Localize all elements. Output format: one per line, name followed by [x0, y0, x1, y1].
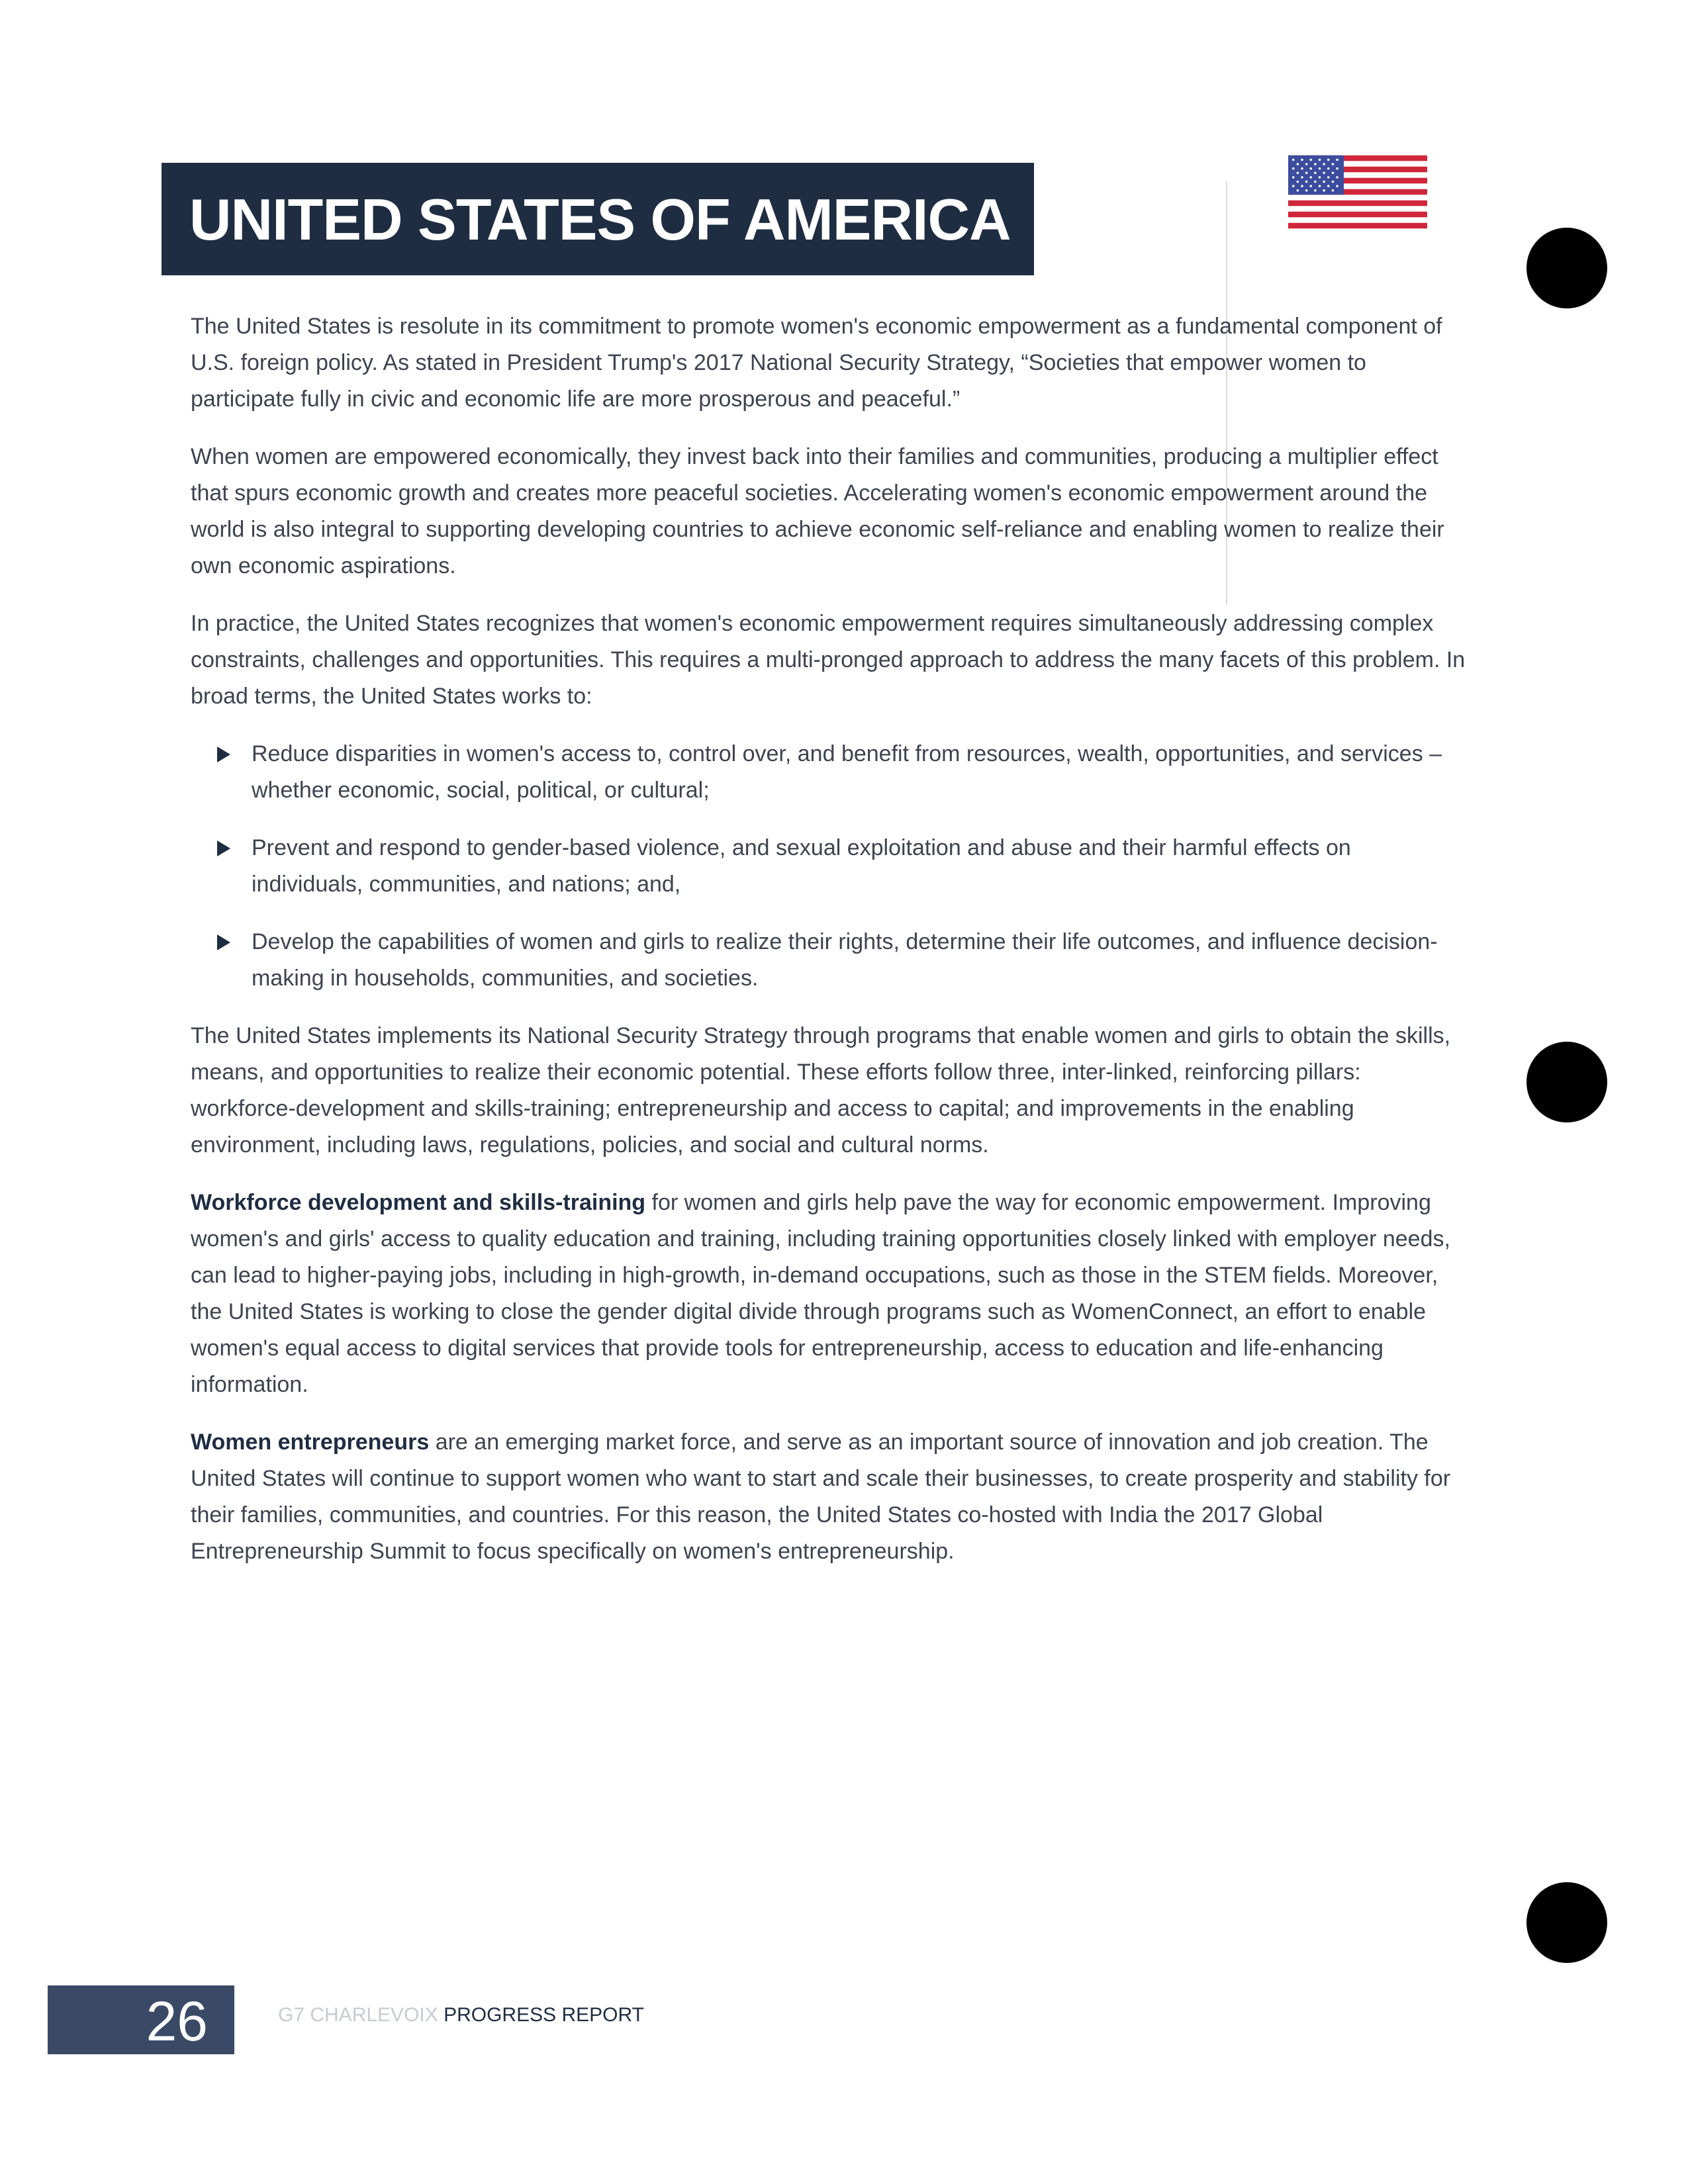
title-banner — [162, 163, 1034, 275]
footer-report-name: PROGRESS REPORT — [444, 2004, 644, 2026]
triangle-bullet-icon — [217, 934, 230, 950]
intro-paragraph: The United States is resolute in its commitment to promote women's economic empowerment as a fundamental component of U.S. foreign policy. As stated in President Trump's 2017 National Security Strategy, “Societies that empower women to participate fully in civic and economic life are more prosperous and peaceful.” — [191, 314, 1442, 412]
list-item — [191, 736, 1468, 809]
binder-hole — [1526, 228, 1607, 308]
list-item-text: Prevent and respond to gender-based violence, and sexual exploitation and abuse and their harmful effects on individuals, communities, and nations; and, — [252, 835, 1351, 897]
page-number: 26 — [146, 1990, 208, 2052]
us-flag-icon — [1288, 155, 1427, 229]
binder-hole — [1526, 1042, 1607, 1122]
goals-list — [191, 736, 1468, 997]
list-item-text: Reduce disparities in women's access to, control over, and benefit from resources, wealth, opportunities, and services – whether economic, social, political, or cultural; — [252, 741, 1442, 803]
main-content — [191, 308, 1468, 1591]
empowerment-paragraph: When women are empowered economically, they invest back into their families and communities, producing a multiplier effect that spurs economic growth and creates more peaceful societies. Accelerating women's economic empowerment around the world is also integral to supporting developing countries to achieve economic self-reliance and enabling women to realize their own economic aspirations. — [191, 444, 1444, 578]
page-title: UNITED STATES OF AMERICA — [189, 187, 1011, 252]
strategy-paragraph: The United States implements its National Security Strategy through programs that enable women and girls to obtain the skills, means, and opportunities to realize their economic potential. These efforts follow three, inter-linked, reinforcing pillars: workforce-development and skills-training; entrepreneurship and access to capital; and improvements in the enabling environment, including laws, regulations, policies, and social and cultural norms. — [191, 1023, 1451, 1158]
triangle-bullet-icon — [217, 747, 230, 762]
entrepreneurs-heading: Women entrepreneurs — [191, 1430, 430, 1455]
list-item — [191, 830, 1468, 903]
entrepreneurs-text: are an emerging market force, and serve as an important source of innovation and job creation. The United States will continue to support women who want to start and scale their businesses, to create prosperity and stability for their families, communities, and countries. For this reason, the United States co-hosted with India the 2017 Global Entrepreneurship Summit to focus specifically on women's entrepreneurship. — [191, 1430, 1451, 1564]
triangle-bullet-icon — [217, 841, 230, 856]
page-number-box — [48, 1985, 234, 2054]
workforce-paragraph — [191, 1185, 1468, 1403]
entrepreneurs-paragraph — [191, 1424, 1468, 1570]
workforce-text: for women and girls help pave the way for economic empowerment. Improving women's and girls' access to quality education and training, including training opportunities closely linked with employer needs, can lead to higher-paying jobs, including in high-growth, in-demand occupations, such as those in the STEM fields. Moreover, the United States is working to close the gender digital divide through programs such as WomenConnect, an effort to enable women's equal access to digital services that provide tools for entrepreneurship, access to education and life-enhancing information. — [191, 1190, 1450, 1397]
binder-hole — [1526, 1882, 1607, 1963]
workforce-heading: Workforce development and skills-training — [191, 1190, 646, 1215]
list-item — [191, 924, 1468, 997]
practice-paragraph: In practice, the United States recognizes that women's economic empowerment requires simultaneously addressing complex constraints, challenges and opportunities. This requires a multi-pronged approach to address the many facets of this problem. In broad terms, the United States works to: — [191, 611, 1466, 709]
footer-report-label — [278, 2005, 644, 2025]
footer-series-name: G7 CHARLEVOIX — [278, 2004, 444, 2026]
list-item-text: Develop the capabilities of women and girls to realize their rights, determine their life outcomes, and influence decision-making in households, communities, and societies. — [252, 929, 1438, 991]
